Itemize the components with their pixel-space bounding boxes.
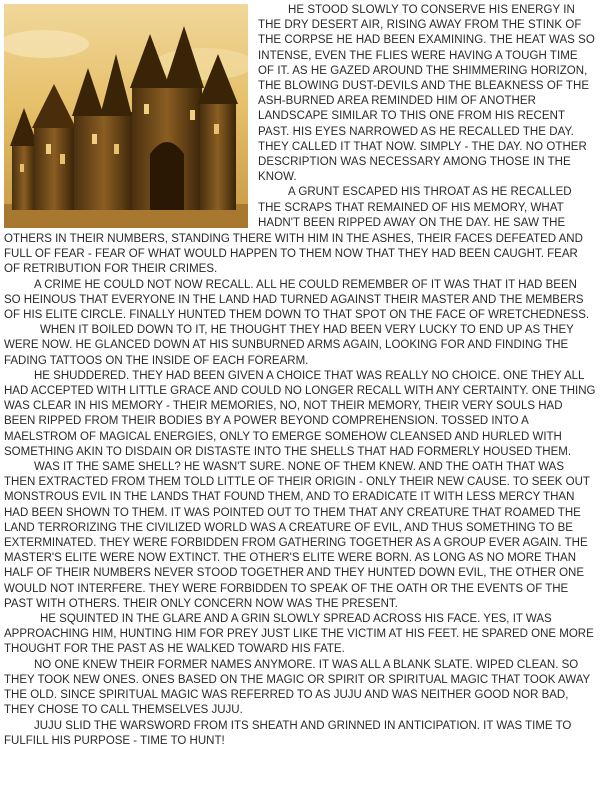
paragraph: WAS IT THE SAME SHELL? HE WASN'T SURE. NONE OF THEM KNEW. AND THE OATH THAT WAS THEN EXTRACTED FROM THEM TOLD LITTLE OF THEIR ORIGIN - ONLY THEIR NEW CAUSE. TO SEEK OUT MONSTROUS EVIL IN THE LANDS THAT FOUND THEM, AND TO ERADICATE IT WITH LESS MERCY THAN HAD BEEN SHOWN TO THEM. IT WAS POINTED OUT TO THEM THAT ANY CREATURE THAT ROAMED THE LAND TERRORIZING THE CIVILIZED WORLD WAS A CREATURE OF EVIL, AND THUS SOMETHING TO BE EXTERMINATED. THEY WERE FORBIDDEN FROM GATHERING TOGETHER AS A GROUP EVER AGAIN. THE MASTER'S ELITE WERE NOW EXTINCT. THE OTHER'S ELITE WERE BORN. AS LONG AS NO MORE THAN HALF OF THEIR NUMBERS NEVER STOOD TOGETHER AND THEY HUNTED DOWN EVIL, THE OTHER ONE WOULD NOT INTERFERE. THEY WERE FORBIDDEN TO SPEAK OF THE OATH OR THE EVENTS OF THE PAST WITH OTHERS. THEIR ONLY CONCERN NOW WAS THE PRESENT. [4,461,590,610]
paragraph: HE SHUDDERED. THEY HAD BEEN GIVEN A CHOICE THAT WAS REALLY NO CHOICE. ONE THEY ALL HAD ACCEPTED WITH LITTLE GRACE AND COULD NO LONGER RECALL WITH ANY CERTAINTY. ONE THING WAS CLEAR IN HIS MEMORY - THEIR MEMORIES, NO, NOT THEIR MEMORY, THEIR VERY SOULS HAD BEEN RIPPED FROM THEIR BODIES BY A POWER BEYOND COMPREHENSION. TOSSED INTO A MAELSTROM OF MAGICAL ENERGIES, ONLY TO EMERGE SOMEHOW CLEANSED AND HURLED WITH SOMETHING AKIN TO DISDAIN OR DISTASTE INTO THE SHELLS THAT HAD FORMERLY HOUSED THEM. [4,369,596,458]
paragraph: A CRIME HE COULD NOT NOW RECALL. ALL HE COULD REMEMBER OF IT WAS THAT IT HAD BEEN SO HEINOUS THAT EVERYONE IN THE LAND HAD TURNED AGAINST THEIR MASTER AND THE MEMBERS OF HIS ELITE CIRCLE. FINALLY HUNTED THEM DOWN TO THAT SPOT ON THE FACE OF WRETCHEDNESS. [4,278,590,322]
paragraph: A GRUNT ESCAPED HIS THROAT AS HE RECALLED THE SCRAPS THAT REMAINED OF HIS MEMORY, WHAT HADN'T BEEN RIPPED AWAY ON THE DAY. HE SAW THE [258,186,572,229]
paragraph: OTHERS IN THEIR NUMBERS, STANDING THERE WITH HIM IN THE ASHES, THEIR FACES DEFEATED AND FULL OF FEAR - FEAR OF WHAT WOULD HAPPEN TO THEM NOW THAT THEY HAD BEEN CAUGHT. FEAR OF RETRIBUTION FOR THEIR CRIMES. [4,233,583,276]
paragraph: THEY CALLED IT THAT NOW. SIMPLY - THE DAY. NO OTHER DESCRIPTION WAS NECESSARY AMONG THOSE IN THE KNOW. [258,140,587,184]
paragraph: WHEN IT BOILED DOWN TO IT, HE THOUGHT THEY HAD BEEN VERY LUCKY TO END UP AS THEY WERE NOW. HE GLANCED DOWN AT HIS SUNBURNED ARMS AGAIN, LOOKING FOR AND FINDING THE FADING TATTOOS ON THE INSIDE OF EACH FOREARM. [4,324,574,367]
paragraph: HE SQUINTED IN THE GLARE AND A GRIN SLOWLY SPREAD ACROSS HIS FACE. YES, IT WAS APPROACHING HIM, HUNTING HIM FOR PREY JUST LIKE THE VICTIM AT HIS FEET. HE SPARED ONE MORE THOUGHT FOR THE PAST AS HE WALKED TOWARD HIS FATE. [4,613,594,656]
castle-icon [4,4,248,228]
paragraph: JUJU SLID THE WARSWORD FROM ITS SHEATH AND GRINNED IN ANTICIPATION. IT WAS TIME TO FULFILL HIS PURPOSE - TIME TO HUNT! [4,719,572,747]
paragraph: HE STOOD SLOWLY TO CONSERVE HIS ENERGY IN THE DRY DESERT AIR, RISING AWAY FROM THE STINK OF THE CORPSE HE HAD BEEN EXAMINING. THE HEAT WAS SO INTENSE, EVEN THE FLIES WERE HAVING A TOUGH TIME OF IT. AS HE GAZED AROUND THE SHIMMERING HORIZON, THE BLOWING DUST-DEVILS AND THE BLEAKNESS OF THE ASH-BURNED AREA REMINDED HIM OF ANOTHER LANDSCAPE SIMILAR TO THIS ONE FROM HIS RECENT PAST. HIS EYES NARROWED AS HE RECALLED THE DAY. [258,4,595,138]
paragraph: NO ONE KNEW THEIR FORMER NAMES ANYMORE. IT WAS ALL A BLANK SLATE. WIPED CLEAN. SO THEY TOOK NEW ONES. ONES BASED ON THE MAGIC OR SPIRIT OR SPIRITUAL MAGIC THAT TOOK AWAY THE OLD. SINCE SPIRITUAL MAGIC WAS REFERRED TO AS JUJU AND WAS NEITHER GOOD NOR BAD, THEY CHOSE TO CALL THEMSELVES JUJU. [4,658,590,717]
text-body-full [4,232,596,749]
text-column-right [258,3,596,231]
castle-illustration [4,4,248,228]
